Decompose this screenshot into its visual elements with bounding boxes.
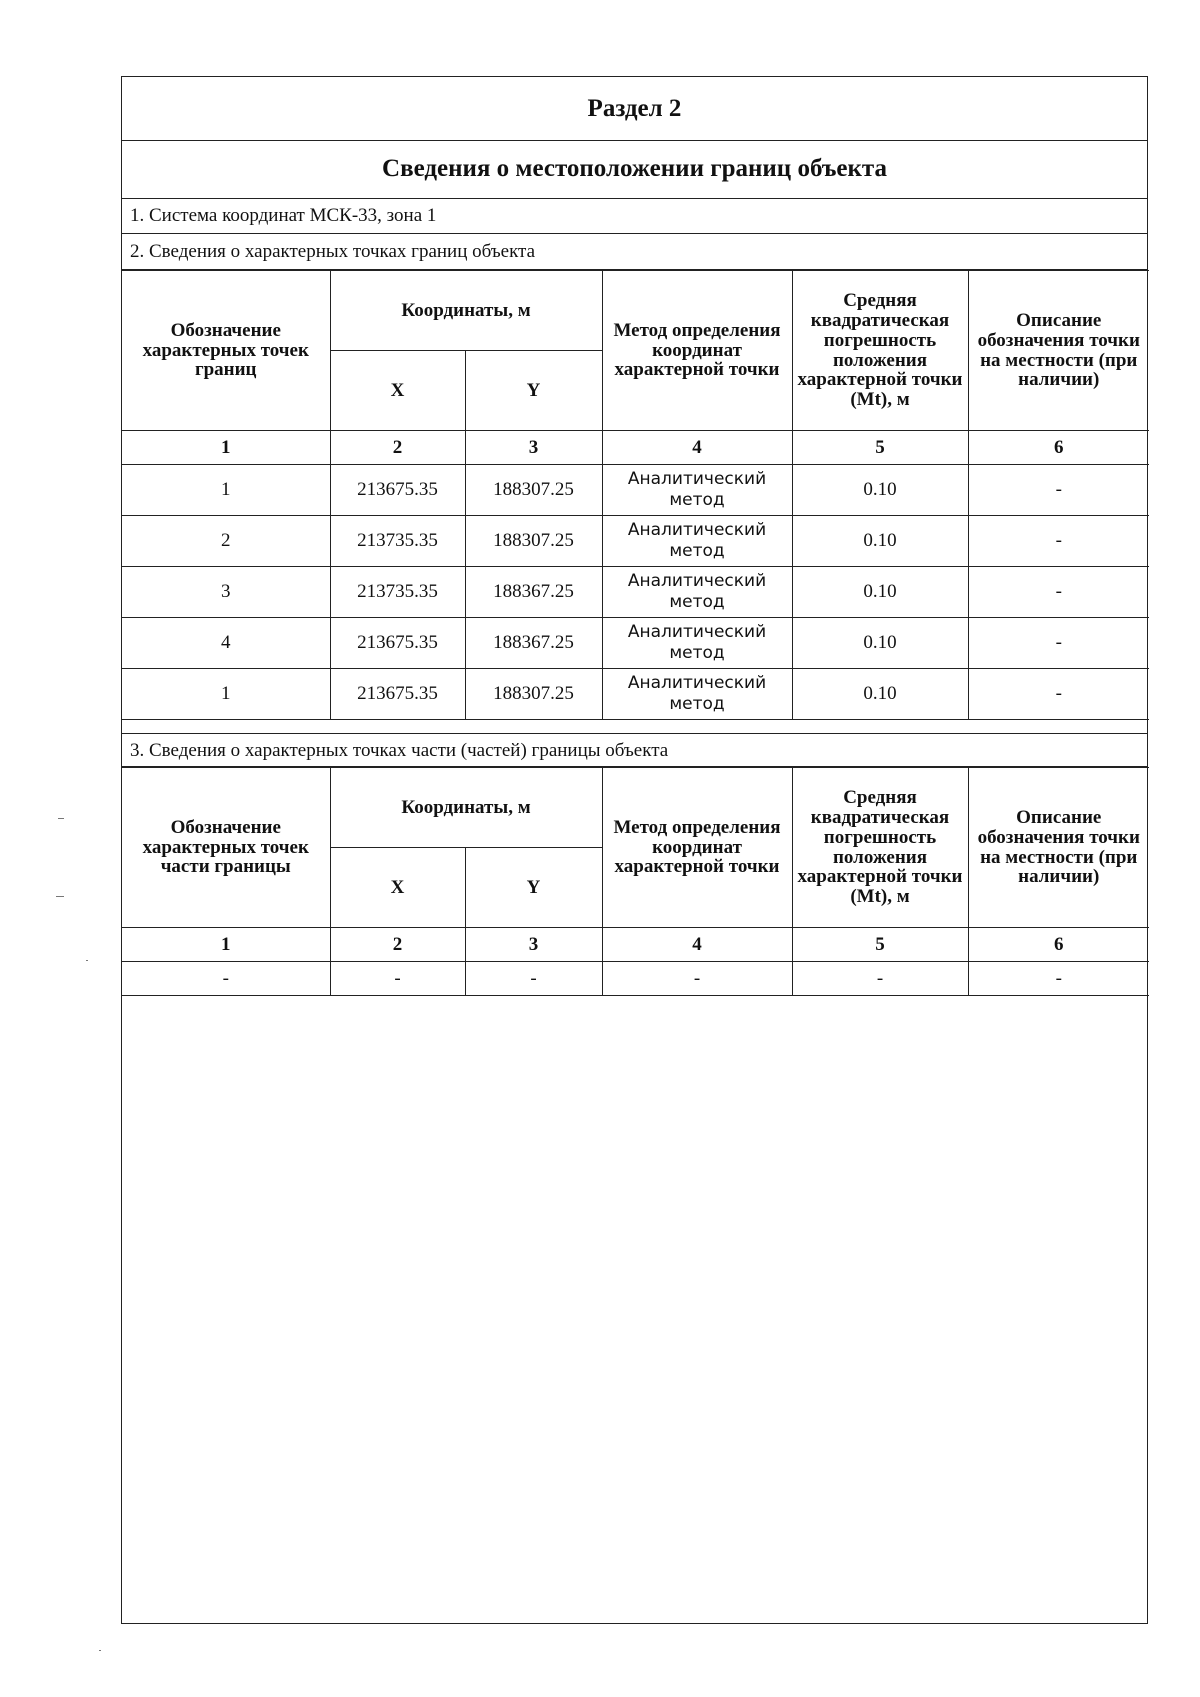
column-number: 1	[122, 431, 330, 465]
header-y: Y	[465, 848, 602, 928]
point-description: -	[968, 618, 1149, 669]
header-y: Y	[465, 351, 602, 431]
header-coordinates: Координаты, м	[330, 768, 602, 848]
table-row	[122, 618, 1149, 669]
part-points-table	[122, 767, 1149, 996]
header-x: X	[330, 351, 465, 431]
mt-error: 0.10	[792, 465, 968, 516]
section-title: Раздел 2	[122, 77, 1147, 141]
boundary-points-heading: 2. Сведения о характерных точках границ объекта	[122, 234, 1147, 270]
mt-error: 0.10	[792, 669, 968, 720]
point-description: -	[968, 516, 1149, 567]
point-number: -	[122, 962, 330, 996]
coord-y: 188307.25	[465, 465, 602, 516]
method: Аналитический метод	[602, 465, 792, 516]
header-description: Описание обозначения точки на местности (при наличии)	[968, 768, 1149, 928]
coord-x: 213735.35	[330, 516, 465, 567]
column-number-row	[122, 928, 1149, 962]
coord-x: 213675.35	[330, 465, 465, 516]
header-error: Средняя квадратическая погрешность положения характерной точки (Mt), м	[792, 271, 968, 431]
coord-x: -	[330, 962, 465, 996]
point-number: 1	[122, 669, 330, 720]
column-number: 6	[968, 928, 1149, 962]
column-number: 5	[792, 928, 968, 962]
mt-error: 0.10	[792, 516, 968, 567]
header-method: Метод определения координат характерной точки	[602, 271, 792, 431]
mt-error: 0.10	[792, 618, 968, 669]
scan-speck	[56, 896, 64, 897]
boundary-points-table	[122, 270, 1149, 720]
document-frame	[121, 76, 1148, 1624]
table-row	[122, 465, 1149, 516]
table-row	[122, 962, 1149, 996]
header-x: X	[330, 848, 465, 928]
table-row	[122, 516, 1149, 567]
mt-error: -	[792, 962, 968, 996]
coord-y: -	[465, 962, 602, 996]
column-number-row	[122, 431, 1149, 465]
header-coordinates: Координаты, м	[330, 271, 602, 351]
section-subtitle: Сведения о местоположении границ объекта	[122, 140, 1147, 199]
method: Аналитический метод	[602, 618, 792, 669]
scan-speck	[58, 818, 64, 819]
header-description: Описание обозначения точки на местности (при наличии)	[968, 271, 1149, 431]
header-error: Средняя квадратическая погрешность положения характерной точки (Mt), м	[792, 768, 968, 928]
point-description: -	[968, 567, 1149, 618]
coord-system-line: 1. Система координат МСК-33, зона 1	[122, 198, 1147, 234]
column-number: 2	[330, 431, 465, 465]
coord-x: 213675.35	[330, 618, 465, 669]
header-method: Метод определения координат характерной точки	[602, 768, 792, 928]
column-number: 5	[792, 431, 968, 465]
part-points-heading: 3. Сведения о характерных точках части (частей) границы объекта	[122, 733, 1147, 767]
point-number: 2	[122, 516, 330, 567]
column-number: 6	[968, 431, 1149, 465]
point-description: -	[968, 669, 1149, 720]
method: Аналитический метод	[602, 669, 792, 720]
point-number: 4	[122, 618, 330, 669]
column-number: 4	[602, 431, 792, 465]
scan-speck	[86, 960, 88, 961]
method: Аналитический метод	[602, 516, 792, 567]
point-number: 3	[122, 567, 330, 618]
method: -	[602, 962, 792, 996]
table-row	[122, 669, 1149, 720]
column-number: 4	[602, 928, 792, 962]
coord-x: 213735.35	[330, 567, 465, 618]
table-row	[122, 567, 1149, 618]
coord-y: 188367.25	[465, 618, 602, 669]
column-number: 3	[465, 431, 602, 465]
method: Аналитический метод	[602, 567, 792, 618]
point-description: -	[968, 465, 1149, 516]
column-number: 3	[465, 928, 602, 962]
point-description: -	[968, 962, 1149, 996]
scan-speck	[99, 1650, 101, 1651]
column-number: 2	[330, 928, 465, 962]
coord-y: 188367.25	[465, 567, 602, 618]
coord-y: 188307.25	[465, 669, 602, 720]
header-designation: Обозначение характерных точек части границы	[122, 768, 330, 928]
column-number: 1	[122, 928, 330, 962]
header-designation: Обозначение характерных точек границ	[122, 271, 330, 431]
coord-y: 188307.25	[465, 516, 602, 567]
mt-error: 0.10	[792, 567, 968, 618]
point-number: 1	[122, 465, 330, 516]
coord-x: 213675.35	[330, 669, 465, 720]
